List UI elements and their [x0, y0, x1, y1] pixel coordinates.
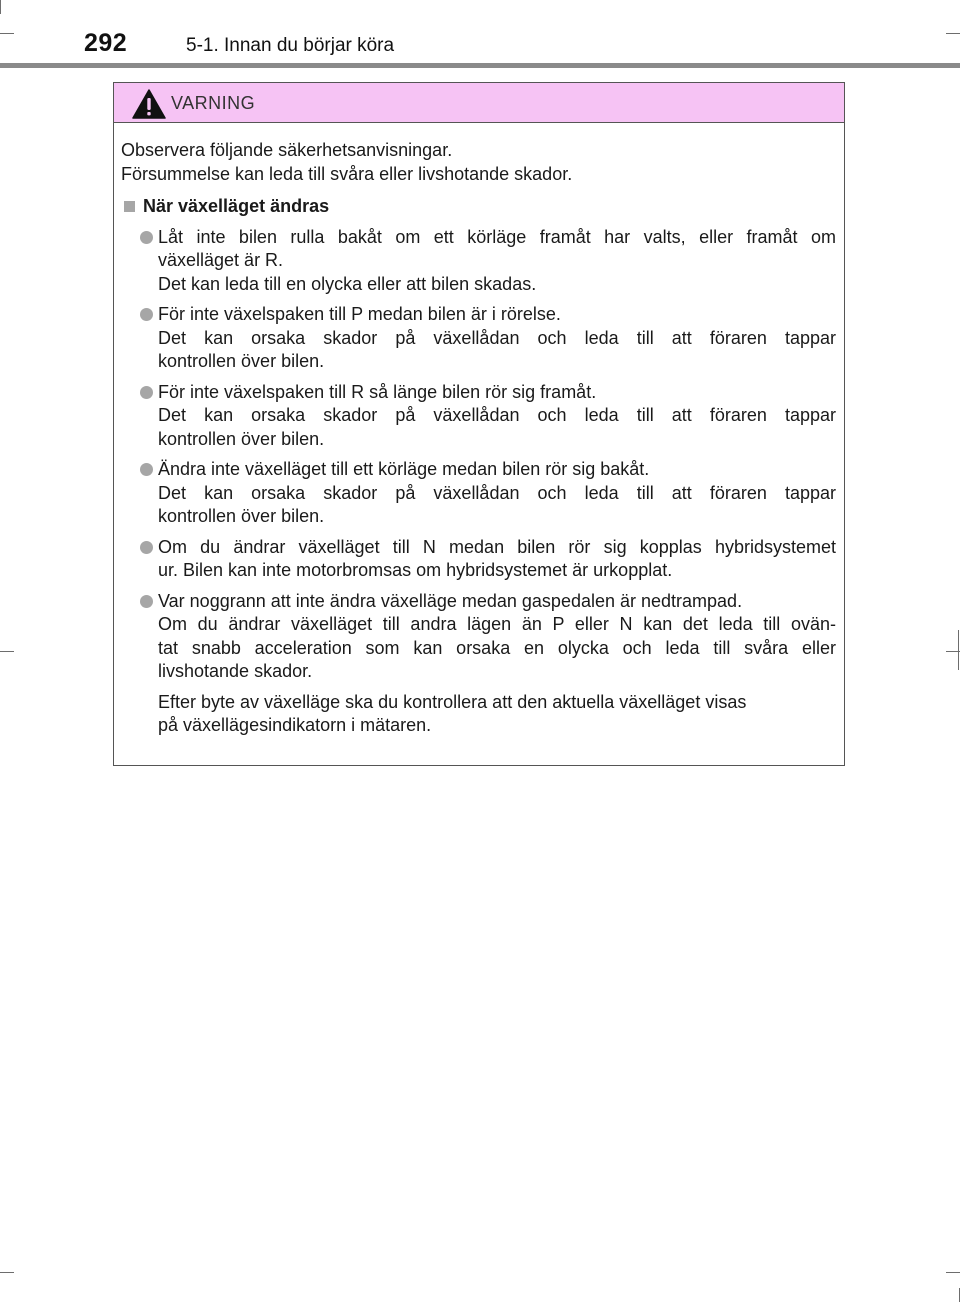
item-line: För inte växelspaken till P medan bilen är i rörelse. — [158, 304, 561, 324]
item-line: Det kan leda till en olycka eller att bilen skadas. — [158, 273, 537, 294]
crop-mark — [946, 1272, 960, 1273]
item-line: Låt inte bilen rulla bakåt om ett körläge framåt har valts, eller framåt om — [158, 226, 836, 247]
subheading — [121, 195, 836, 219]
circle-bullet-icon — [140, 595, 153, 608]
list-item — [121, 381, 836, 452]
warning-body — [114, 123, 844, 738]
item-line: ur. Bilen kan inte motorbromsas om hybridsystemet är urkopplat. — [158, 560, 673, 580]
item-line: Det kan orsaka skador på växellådan och leda till att föraren tappar — [158, 327, 836, 348]
item-line: Ändra inte växelläget till ett körläge medan bilen rör sig bakåt. — [158, 459, 650, 479]
item-line: För inte växelspaken till R så länge bilen rör sig framåt. — [158, 381, 597, 402]
warning-intro — [121, 139, 836, 186]
item-line: kontrollen över bilen. — [158, 428, 325, 449]
list-item — [121, 226, 836, 297]
note-line: på växellägesindikatorn i mätaren. — [158, 715, 432, 735]
crop-mark — [0, 1272, 14, 1273]
list-item — [121, 458, 836, 529]
header-rule — [0, 63, 960, 68]
item-line: Om du ändrar växelläget till N medan bilen rör sig kopplas hybridsystemet — [158, 536, 836, 557]
section-title: 5-1. Innan du börjar köra — [186, 35, 395, 56]
warning-note — [121, 691, 836, 738]
item-line: Det kan orsaka skador på växellådan och leda till att föraren tappar — [158, 405, 836, 425]
intro-line: Försummelse kan leda till svåra eller livshotande skador. — [121, 163, 573, 184]
item-line: Det kan orsaka skador på växellådan och leda till att föraren tappar — [158, 482, 836, 503]
list-item — [121, 590, 836, 684]
list-item — [121, 536, 836, 583]
note-line: Efter byte av växelläge ska du kontrollera att den aktuella växelläget visas — [158, 691, 747, 712]
warning-header — [114, 83, 844, 123]
item-line: Var noggrann att inte ändra växelläge medan gaspedalen är nedtrampad. — [158, 590, 743, 611]
circle-bullet-icon — [140, 463, 153, 476]
crop-mark — [0, 651, 14, 652]
item-line: Om du ändrar växelläget till andra lägen än P eller N kan det leda till ovän- — [158, 614, 836, 634]
item-line: kontrollen över bilen. — [158, 351, 325, 371]
crop-mark — [0, 0, 1, 14]
list-item — [121, 303, 836, 374]
circle-bullet-icon — [140, 308, 153, 321]
item-line: kontrollen över bilen. — [158, 506, 325, 526]
crop-mark — [958, 630, 959, 670]
circle-bullet-icon — [140, 541, 153, 554]
subheading-text: När växelläget ändras — [143, 196, 330, 216]
circle-bullet-icon — [140, 231, 153, 244]
warning-title: VARNING — [171, 93, 256, 113]
item-line: livshotande skador. — [158, 661, 313, 681]
item-line: växelläget är R. — [158, 250, 284, 270]
circle-bullet-icon — [140, 386, 153, 399]
intro-line: Observera följande säkerhetsanvisningar. — [121, 140, 453, 160]
square-bullet-icon — [124, 201, 135, 212]
item-line: tat snabb acceleration som kan orsaka en olycka och leda till svåra eller — [158, 637, 836, 658]
page-header — [0, 22, 960, 68]
warning-box — [113, 82, 845, 766]
warning-triangle-icon — [132, 89, 166, 119]
page-number: 292 — [84, 29, 128, 57]
